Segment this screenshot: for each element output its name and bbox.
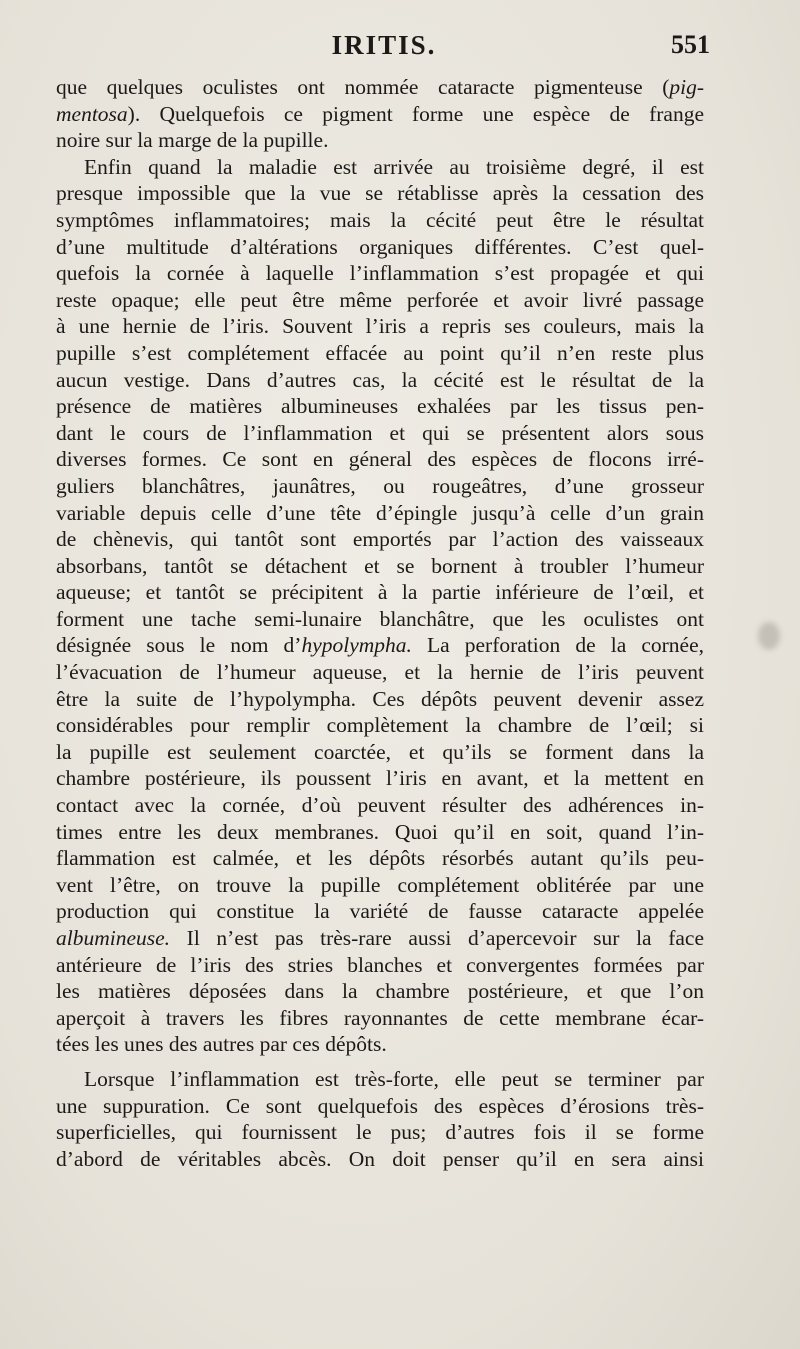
body-text [56,74,704,1172]
text-segment: forment une tache semi-lunaire blanchâtre, que les oculistes ont [56,606,704,631]
text-segment: être la suite de l’hypolympha. Ces dépôts peuvent devenir assez [56,686,704,711]
text-segment: guliers blanchâtres, jaunâtres, ou rougeâtres, d’une grosseur [56,473,704,498]
text-segment: vent l’être, on trouve la pupille complétement oblitérée par une [56,872,704,897]
text-segment: la pupille est seulement coarctée, et qu’ils se forment dans la [56,739,704,764]
text-segment: pupille s’est complétement effacée au point qu’il n’en reste plus [56,340,704,365]
paragraph [56,154,704,1058]
text-line [56,952,704,979]
text-segment: Lorsque l’inflammation est très-forte, elle peut se terminer par [84,1066,704,1091]
text-segment: dant le cours de l’inflammation et qui se présentent alors sous [56,420,704,445]
text-line [56,180,704,207]
text-line [56,127,704,154]
text-line [56,500,704,527]
text-segment: presque impossible que la vue se rétablisse après la cessation des [56,181,704,206]
text-line [56,712,704,739]
text-line [56,659,704,686]
text-segment: superficielles, qui fournissent le pus; d’autres fois il se forme [56,1120,704,1145]
text-line [56,393,704,420]
italic-text: albumineuse. [56,926,171,950]
text-line [56,367,704,394]
paragraph [56,1066,704,1172]
text-segment: noire sur la marge de la pupille. [56,128,329,153]
text-line [56,1093,704,1120]
text-segment: Enfin quand la maladie est arrivée au troisième degré, il est [84,154,704,179]
text-segment: désignée sous le nom d’ [56,633,302,658]
text-line [56,606,704,633]
text-segment: aperçoit à travers les fibres rayonnantes de cette membrane écar- [56,1005,704,1030]
text-line [56,526,704,553]
text-segment: les matières déposées dans la chambre postérieure, et que l’on [56,979,704,1004]
text-segment: ). Quelquefois ce pigment forme une espèce de frange [127,101,704,126]
text-line [56,287,704,314]
text-line [56,872,704,899]
text-segment: La perforation de la cornée, [411,633,704,658]
text-segment: une suppuration. Ce sont quelquefois des espèces d’érosions très- [56,1093,704,1118]
paper-stain [758,622,780,650]
text-line [56,978,704,1005]
text-line [56,845,704,872]
page-number: 551 [671,30,710,59]
text-line [56,632,704,659]
text-line [56,739,704,766]
running-title: IRITIS. [331,30,437,60]
text-segment: à une hernie de l’iris. Souvent l’iris a repris ses couleurs, mais la [56,314,704,339]
text-line [56,553,704,580]
text-segment: diverses formes. Ce sont en géneral des espèces de flocons irré- [56,447,704,472]
text-line [56,925,704,952]
text-segment: reste opaque; elle peut être même perforée et avoir livré passage [56,287,704,312]
text-line [56,420,704,447]
text-line [56,207,704,234]
text-segment: tées les unes des autres par ces dépôts. [56,1032,387,1057]
text-segment: antérieure de l’iris des stries blanches et convergentes formées par [56,952,704,977]
text-line [56,1119,704,1146]
text-line [56,340,704,367]
text-line [56,446,704,473]
italic-text: hypolympha. [301,633,412,658]
paragraph [56,74,704,154]
text-line [56,313,704,340]
text-segment: que quelques oculistes ont nommée cataracte pigmenteuse ( [56,75,670,99]
text-line [56,1005,704,1032]
text-segment: de chènevis, qui tantôt sont emportés par l’action des vaisseaux [56,527,704,552]
italic-text: pig- [669,75,704,99]
text-line [56,1031,704,1058]
text-line [56,1066,704,1093]
text-segment: contact avec la cornée, d’où peuvent résulter des adhérences in- [56,793,704,818]
text-line [56,234,704,261]
text-line [56,898,704,925]
text-line [56,154,704,181]
text-line [56,792,704,819]
text-segment: chambre postérieure, ils poussent l’iris en avant, et la mettent en [56,766,704,791]
text-segment: absorbans, tantôt se détachent et se bornent à troubler l’humeur [56,553,704,578]
text-segment: quefois la cornée à laquelle l’inflammation s’est propagée et qui [56,261,704,286]
text-line [56,686,704,713]
text-line [56,1146,704,1173]
text-segment: présence de matières albumineuses exhalées par les tissus pen- [56,394,704,419]
text-line [56,579,704,606]
text-line [56,74,704,101]
text-line [56,765,704,792]
text-segment: aucun vestige. Dans d’autres cas, la cécité est le résultat de la [56,367,704,392]
text-line [56,260,704,287]
text-segment: variable depuis celle d’une tête d’épingle jusqu’à celle d’un grain [56,500,704,525]
text-segment: times entre les deux membranes. Quoi qu’il en soit, quand l’in- [56,819,704,844]
text-segment: d’abord de véritables abcès. On doit penser qu’il en sera ainsi [56,1146,704,1171]
text-line [56,819,704,846]
text-segment: flammation est calmée, et les dépôts résorbés autant qu’ils peu- [56,846,704,871]
italic-text: mentosa [56,101,128,126]
text-segment: l’évacuation de l’humeur aqueuse, et la hernie de l’iris peuvent [56,660,704,685]
text-segment: symptômes inflammatoires; mais la cécité peut être le résultat [56,207,704,232]
text-segment: d’une multitude d’altérations organiques différentes. C’est quel- [56,234,704,259]
page-header [58,30,710,70]
text-segment: considérables pour remplir complètement la chambre de l’œil; si [56,713,704,738]
text-segment: aqueuse; et tantôt se précipitent à la partie inférieure de l’œil, et [56,580,704,605]
text-line [56,101,704,128]
text-segment: Il n’est pas très-rare aussi d’apercevoir sur la face [170,926,704,950]
text-segment: production qui constitue la variété de fausse cataracte appelée [56,899,704,924]
text-line [56,473,704,500]
